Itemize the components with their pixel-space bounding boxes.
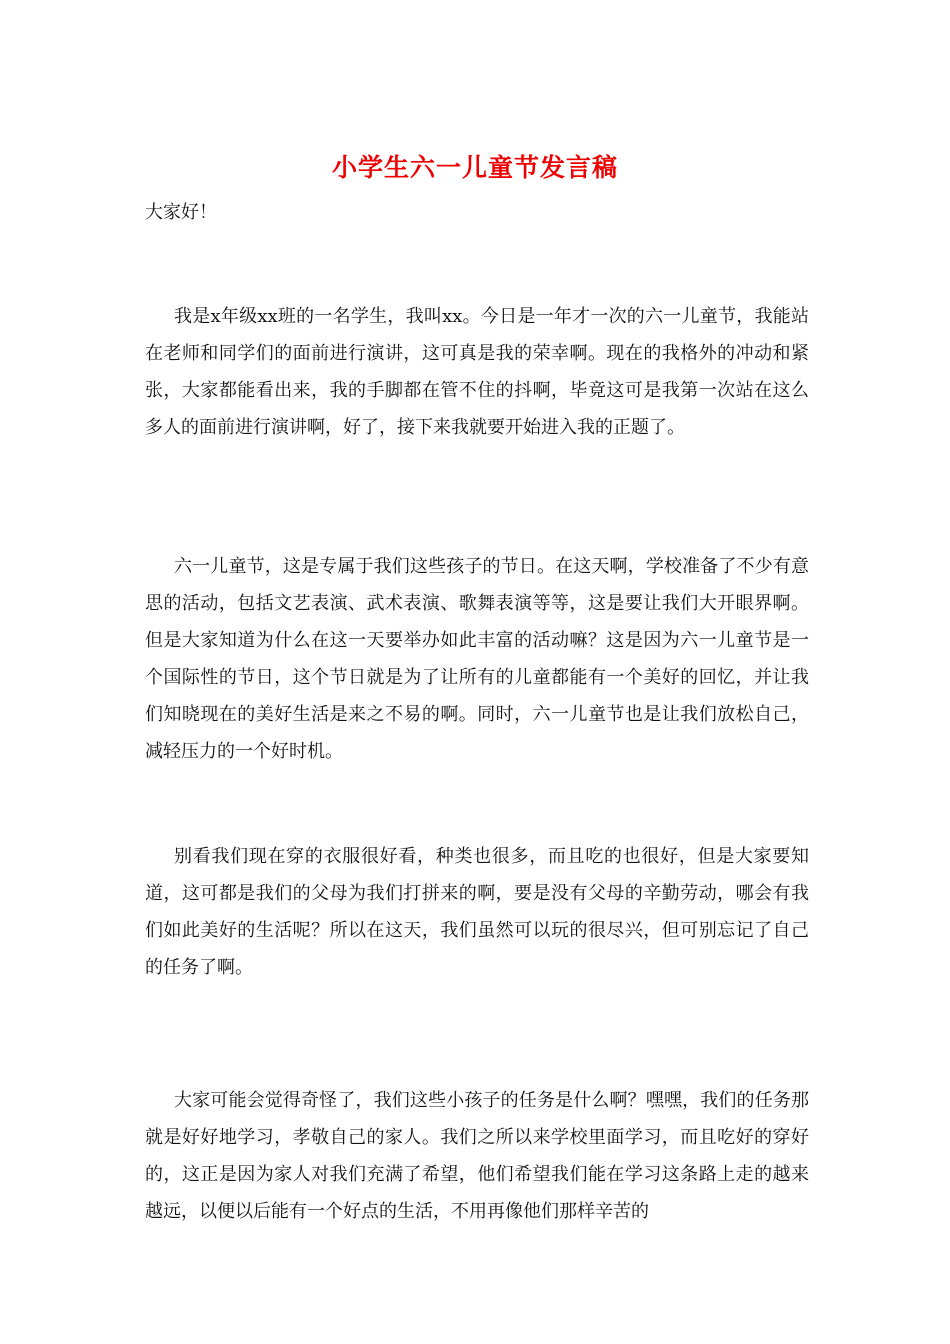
paragraph-3: 别看我们现在穿的衣服很好看，种类也很多，而且吃的也很好，但是大家要知道，这可都是我们的父母为我们打拼来的啊，要是没有父母的辛勤劳动，哪会有我们如此美好的生活呢？所以在这天，我们虽然可以玩的很尽兴，但可别忘记了自己的任务了啊。 <box>145 846 809 978</box>
greeting: 大家好！ <box>145 202 217 223</box>
paragraph-2: 六一儿童节，这是专属于我们这些孩子的节日。在这天啊，学校准备了不少有意思的活动，包括文艺表演、武术表演、歌舞表演等等，这是要让我们大开眼界啊。但是大家知道为什么在这一天要举办如此丰富的活动嘛？这是因为六一儿童节是一个国际性的节日，这个节日就是为了让所有的儿童都能有一个美好的回忆，并让我们知晓现在的美好生活是来之不易的啊。同时，六一儿童节也是让我们放松自己，减轻压力的一个好时机。 <box>145 556 809 762</box>
paragraph-1: 我是x年级xx班的一名学生，我叫xx。今日是一年才一次的六一儿童节，我能站在老师和同学们的面前进行演讲，这可真是我的荣幸啊。现在的我格外的冲动和紧张，大家都能看出来，我的手脚都在管不住的抖啊，毕竟这可是我第一次站在这么多人的面前进行演讲啊，好了，接下来我就要开始进入我的正题了。 <box>145 306 809 438</box>
document-title: 小学生六一儿童节发言稿 <box>331 153 618 182</box>
paragraph-4: 大家可能会觉得奇怪了，我们这些小孩子的任务是什么啊？嘿嘿，我们的任务那就是好好地学习，孝敬自己的家人。我们之所以来学校里面学习，而且吃好的穿好的，这正是因为家人对我们充满了希望，他们希望我们能在学习这条路上走的越来越远，以便以后能有一个好点的生活，不用再像他们那样辛苦的 <box>145 1090 809 1222</box>
